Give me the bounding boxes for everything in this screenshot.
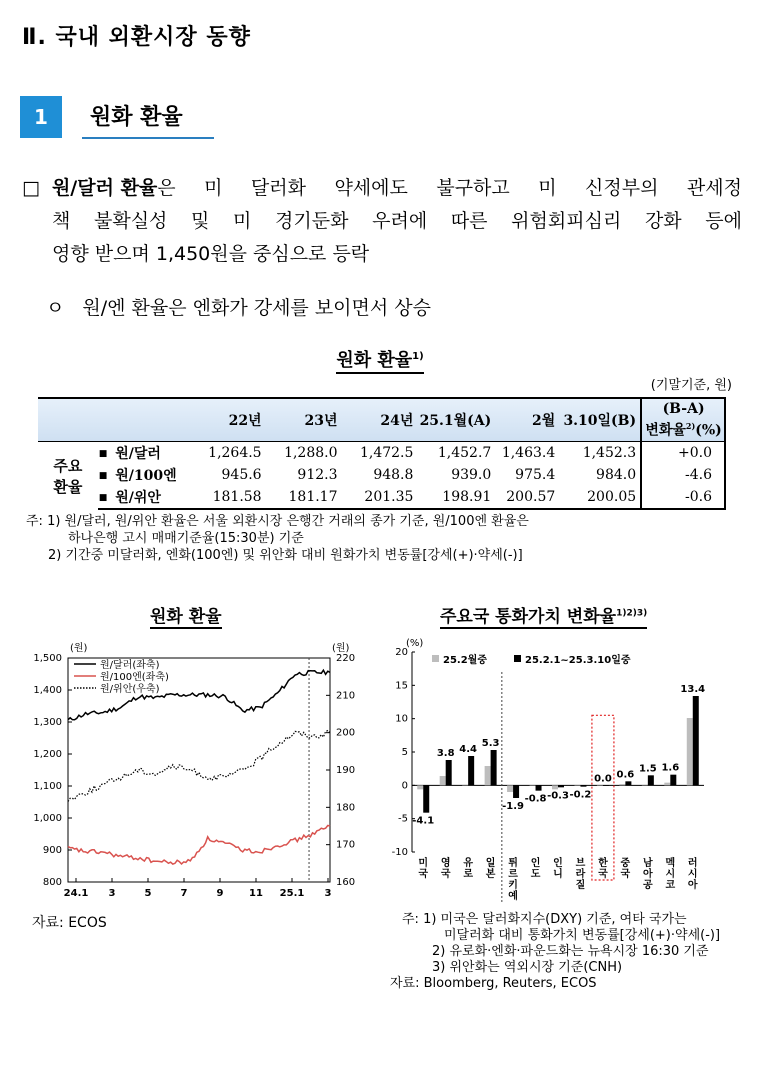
header-cell: 23년 [266,398,342,442]
value-cell: 912.3 [297,467,338,483]
category-label-char: 국 [440,869,451,880]
exchange-rate-table [38,397,726,510]
paragraph-usd-krw [22,172,742,271]
table-row [38,464,725,486]
y-left-tick-label: 1,500 [33,653,62,664]
y-left-tick-label: 1,300 [33,717,62,728]
legend-swatch [514,655,521,662]
header-empty [38,398,98,442]
value-cell: 181.58 [190,486,266,509]
y-tick-label: 5 [401,747,408,758]
circle-bullet: ㅇ [46,297,65,319]
category-label-char: 중 [620,858,631,869]
category-label-char: 르 [508,869,518,880]
x-tick-label: 3 [108,888,116,899]
bar [642,785,648,786]
y-left-tick-label: 800 [42,877,62,888]
bar [552,785,558,789]
table-notes [26,513,746,564]
data-label: 5.3 [481,738,500,749]
bar [440,776,446,785]
y-right-tick-label: 190 [336,765,356,776]
bar [558,785,564,787]
category-label-char: 남 [643,858,653,869]
bar [670,775,676,786]
paragraph-line [22,172,742,205]
table-header-row [38,398,725,442]
series-line [68,731,330,802]
category-label-char: 멕 [665,858,676,869]
y-left-tick-label: 1,100 [33,781,62,792]
header-change-1: (B-A) [662,400,705,417]
category-label-char: 시 [665,869,676,880]
note-line: 하나은행 고시 매매기준율(15:30분) 기준 [68,531,304,546]
subsection-underline [82,137,214,139]
header-cell: 24년 [342,398,418,442]
paragraph-line [22,205,742,238]
data-label: 3.8 [436,748,455,759]
data-label: -0.3 [547,790,569,802]
value-cell: 975.4 [515,467,556,483]
category-label-char: 한 [598,858,608,869]
y-right-tick-label: 180 [336,802,356,814]
data-label: 4.4 [459,744,478,755]
category-label-char: 질 [575,880,586,891]
bar [693,696,699,785]
y-tick-label: -5 [398,813,408,825]
value-cell: 1,472.5 [359,445,414,461]
category-label-char: 국 [418,869,429,880]
x-tick-label: 3 [324,888,332,899]
row-label: ■ 원/100엔 [98,464,190,486]
y-tick-label: -10 [391,847,408,858]
legend-label: 25.2월중 [443,655,487,666]
x-tick-label: 5 [144,888,152,899]
y-left-tick-label: 900 [42,845,62,856]
x-tick-label: 7 [180,888,188,899]
category-label-char: 러 [687,858,698,869]
y-left-tick-label: 1,200 [33,749,62,760]
category-label-char: 미 [418,858,429,869]
y-left-label: (원) [70,643,88,654]
header-change-2 [643,418,724,440]
table-row [38,486,725,509]
value-cell: 939.0 [451,467,492,483]
note-line: 3) 위안화는 역외시장 기준(CNH) [432,960,623,975]
chart1-source: 자료: ECOS [32,915,107,931]
category-label-char: 예 [508,891,518,902]
y-right-tick-label: 220 [336,653,356,664]
square-bullet: □ [22,177,40,199]
header-change-sup: 2) [685,420,696,431]
value-cell: 200.05 [559,486,641,509]
value-cell: 198.91 [417,486,495,509]
data-label: 1.5 [638,763,657,775]
value-cell: 984.0 [596,467,637,483]
row-label: ■ 원/달러 [98,442,190,465]
paragraph-text: 원/엔 환율은 엔화가 강세를 보이면서 상승 [82,297,431,319]
bar [485,766,491,785]
bar [648,775,654,785]
value-cell: 1,452.3 [582,445,637,461]
bar [417,785,423,789]
bar [687,718,693,785]
y-left-tick-label: 1,000 [33,813,62,824]
category-line-1: 주요 [53,456,83,475]
change-cell: -0.6 [641,486,725,509]
header-cell: 2월 [495,398,559,442]
category-line-2: 환율 [53,477,83,496]
change-cell: -4.6 [641,464,725,486]
value-cell: 1,452.7 [437,445,492,461]
bar [513,785,519,798]
category-label-char: 아 [687,880,698,891]
currency-bar-chart [388,634,740,910]
line-1-text: 은 미 달러화 약세에도 불구하고 미 신정부의 관세정 [157,177,742,199]
bar [536,785,542,790]
value-cell: 948.8 [373,467,414,483]
table-row [38,442,725,465]
series-line [68,826,330,865]
y-right-tick-label: 200 [336,727,356,739]
category-label-char: 아 [643,869,653,880]
header-change [641,398,725,442]
legend-label: 원/달러(좌축) [100,660,160,671]
category-label-char: 국 [598,869,608,880]
header-change-unit: (%) [695,422,722,439]
value-cell: 181.17 [266,486,342,509]
data-label: 1.6 [661,762,680,774]
value-cell: 1,288.0 [284,445,338,461]
section-title: Ⅱ. 국내 외환시장 동향 [22,25,251,50]
line-2-text: 책 불확실성 및 미 경기둔화 우려에 따른 위험회피심리 강화 등에 [52,210,742,232]
bar [491,750,497,785]
chart1-title [150,602,222,627]
legend-swatch [432,655,439,662]
legend-label: 25.2.1~25.3.10일중 [525,655,631,666]
fx-line-chart [22,634,372,906]
data-label: 0.6 [616,769,635,781]
header-empty [98,398,190,442]
bar [574,785,580,786]
category-label-char: 영 [440,858,451,869]
data-label: -0.8 [524,793,547,805]
change-cell: +0.0 [641,442,725,465]
category-label-char: 시 [687,869,698,880]
bar [664,783,670,786]
y-tick-label: 20 [395,647,408,658]
note-line: 2) 기간중 미달러화, 엔화(100엔) 및 위안화 대비 원화가치 변동률[강세(+)·약세(-)] [48,548,523,563]
y-tick-label: 15 [395,680,408,692]
category-label-char: 튀 [508,858,518,869]
y-left-tick-label: 1,400 [33,685,62,696]
table-title-text: 원화 환율 [336,350,413,371]
category-label-char: 키 [508,880,518,891]
header-cell: 25.1월(A) [417,398,495,442]
data-label: -4.1 [412,815,435,827]
bar [446,760,452,785]
category-label-char: 인 [530,858,541,869]
note-line: 미달러화 대비 통화가치 변동률[강세(+)·약세(-)] [444,928,721,943]
bar [462,785,468,786]
category-label-char: 국 [620,869,631,880]
y-right-tick-label: 170 [336,839,356,851]
category-label-char: 공 [643,880,653,891]
x-tick-label: 11 [249,888,263,899]
bar [603,785,609,786]
value-cell: 201.35 [342,486,418,509]
y-right-tick-label: 210 [336,690,356,702]
paragraph-line-1 [52,172,742,205]
data-label: -0.2 [569,789,592,801]
chart2-title-text: 주요국 통화가치 변화율 [440,607,617,627]
chart2-notes [390,912,750,992]
data-label: -1.9 [502,801,525,812]
data-label: 0.0 [594,773,612,785]
category-label-char: 코 [665,880,676,891]
chart2-title-sup: 1)2)3) [616,608,648,619]
legend-label: 원/100엔(좌축) [100,672,169,683]
line-3-text: 영향 받으며 1,450원을 중심으로 등락 [52,243,370,265]
data-label: 13.4 [680,684,706,695]
table-unit: (기말기준, 원) [650,378,732,393]
subsection-title: 원화 환율 [90,105,183,130]
subsection-number: 1 [20,96,62,138]
value-cell: 1,463.4 [501,445,556,461]
bar [597,785,603,786]
x-tick-label: 25.1 [279,888,305,899]
y-right-tick-label: 160 [336,877,356,888]
table-title [0,346,760,372]
note-line: 주: 1) 미국은 달러화지수(DXY) 기준, 여타 국가는 [402,912,687,927]
row-label: ■ 원/위안 [98,486,190,509]
category-cell [38,442,98,510]
chart2-title [440,602,647,627]
category-label-char: 도 [530,869,541,880]
bar [468,756,474,785]
chart1-title-text: 원화 환율 [150,607,222,627]
y-tick-label: 10 [395,713,408,725]
category-label-char: 니 [553,869,563,880]
category-label-char: 인 [553,858,563,869]
category-label-char: 일 [485,858,496,869]
header-change-text: 변화율 [645,422,686,439]
highlight-box [592,715,614,880]
header-cell: 3.10일(B) [559,398,641,442]
y-tick-label: 0 [401,780,408,792]
bar [423,785,429,812]
category-label-char: 라 [575,869,586,880]
category-label-char: 로 [463,869,473,880]
table-title-sup: 1) [412,351,424,362]
y-right-label: (원) [332,643,350,654]
bar [619,784,625,785]
paragraph-line [22,238,742,271]
category-label-char: 브 [575,858,586,869]
category-label-char: 본 [485,869,496,880]
x-tick-label: 9 [216,888,224,899]
bar [580,785,586,786]
value-cell: 945.6 [221,467,262,483]
bar [530,785,536,786]
value-cell: 1,264.5 [208,445,262,461]
note-line: 주: 1) 원/달러, 원/위안 환율은 서울 외환시장 은행간 거래의 종가 기준, 원/100엔 환율은 [26,514,529,529]
bold-term: 원/달러 환율 [51,177,158,199]
legend-label: 원/위안(우축) [100,684,160,695]
x-tick-label: 24.1 [63,888,89,899]
y-axis-label: (%) [406,638,424,649]
value-cell: 200.57 [495,486,559,509]
bar [507,785,513,792]
paragraph-jpy-krw [46,293,431,320]
note-line: 2) 유로화·엔화·파운드화는 뉴욕시장 16:30 기준 [432,944,709,959]
bar [625,781,631,785]
note-line: 자료: Bloomberg, Reuters, ECOS [390,976,597,991]
header-cell: 22년 [190,398,266,442]
category-label-char: 유 [463,858,473,869]
